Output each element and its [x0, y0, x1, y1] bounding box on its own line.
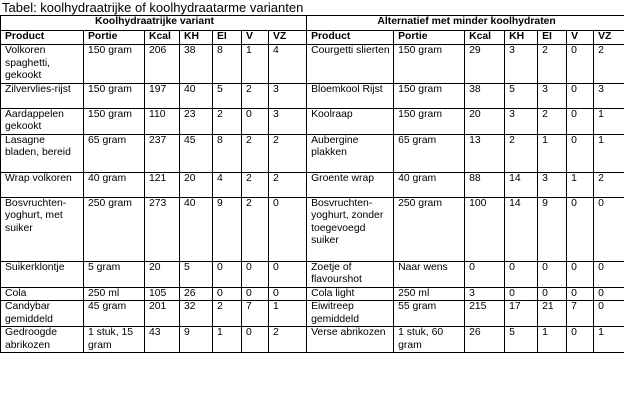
value-cell: 88: [465, 172, 505, 197]
value-cell: 1: [594, 134, 624, 172]
value-cell: 3: [538, 172, 567, 197]
value-cell: 105: [145, 287, 180, 301]
column-header: EI: [213, 31, 242, 45]
product-cell: Groente wrap: [307, 172, 394, 197]
group-header-row: [1, 16, 624, 31]
portion-cell: 150 gram: [394, 108, 465, 134]
column-header: Product: [307, 31, 394, 45]
value-cell: 0: [269, 261, 307, 287]
value-cell: 0: [242, 108, 269, 134]
value-cell: 17: [505, 301, 538, 327]
value-cell: 2: [269, 134, 307, 172]
column-header: KH: [505, 31, 538, 45]
value-cell: 0: [242, 261, 269, 287]
table-row: [1, 172, 624, 197]
group-header-right: Alternatief met minder koolhydraten: [307, 16, 624, 31]
value-cell: 3: [465, 287, 505, 301]
value-cell: 5: [505, 83, 538, 108]
value-cell: 0: [567, 327, 594, 353]
value-cell: 0: [567, 197, 594, 261]
value-cell: 1: [594, 327, 624, 353]
value-cell: 1: [242, 45, 269, 84]
table-row: [1, 197, 624, 261]
value-cell: 0: [242, 327, 269, 353]
table-row: [1, 108, 624, 134]
portion-cell: Naar wens: [394, 261, 465, 287]
portion-cell: 150 gram: [84, 83, 145, 108]
portion-cell: 150 gram: [394, 83, 465, 108]
value-cell: 0: [567, 108, 594, 134]
value-cell: 3: [505, 45, 538, 84]
column-header: Kcal: [145, 31, 180, 45]
value-cell: 1: [538, 134, 567, 172]
value-cell: 2: [242, 83, 269, 108]
value-cell: 7: [242, 301, 269, 327]
portion-cell: 40 gram: [84, 172, 145, 197]
portion-cell: 1 stuk, 60 gram: [394, 327, 465, 353]
value-cell: 0: [594, 287, 624, 301]
value-cell: 2: [594, 45, 624, 84]
value-cell: 40: [180, 197, 213, 261]
value-cell: 14: [505, 172, 538, 197]
value-cell: 206: [145, 45, 180, 84]
value-cell: 2: [242, 134, 269, 172]
value-cell: 0: [213, 287, 242, 301]
value-cell: 1: [213, 327, 242, 353]
portion-cell: 250 gram: [84, 197, 145, 261]
value-cell: 2: [269, 172, 307, 197]
value-cell: 38: [180, 45, 213, 84]
value-cell: 1: [594, 108, 624, 134]
group-header-left: Koolhydraatrijke variant: [1, 16, 307, 31]
value-cell: 0: [594, 261, 624, 287]
value-cell: 0: [567, 261, 594, 287]
column-header: Product: [1, 31, 84, 45]
column-header: V: [567, 31, 594, 45]
product-cell: Wrap volkoren: [1, 172, 84, 197]
value-cell: 2: [505, 134, 538, 172]
table-row: [1, 83, 624, 108]
column-header: VZ: [594, 31, 624, 45]
value-cell: 43: [145, 327, 180, 353]
value-cell: 3: [594, 83, 624, 108]
value-cell: 0: [567, 45, 594, 84]
table-row: [1, 261, 624, 287]
value-cell: 273: [145, 197, 180, 261]
value-cell: 8: [213, 134, 242, 172]
value-cell: 0: [538, 261, 567, 287]
product-cell: Candybar gemiddeld: [1, 301, 84, 327]
portion-cell: 150 gram: [84, 108, 145, 134]
value-cell: 2: [538, 45, 567, 84]
table-row: [1, 45, 624, 84]
column-header: EI: [538, 31, 567, 45]
value-cell: 3: [269, 108, 307, 134]
product-cell: Aardappelen gekookt: [1, 108, 84, 134]
portion-cell: 65 gram: [394, 134, 465, 172]
value-cell: 5: [505, 327, 538, 353]
value-cell: 0: [213, 261, 242, 287]
value-cell: 32: [180, 301, 213, 327]
value-cell: 2: [242, 197, 269, 261]
value-cell: 38: [465, 83, 505, 108]
value-cell: 5: [180, 261, 213, 287]
value-cell: 7: [567, 301, 594, 327]
column-header: Kcal: [465, 31, 505, 45]
value-cell: 20: [145, 261, 180, 287]
product-cell: Zoetje of flavourshot: [307, 261, 394, 287]
portion-cell: 150 gram: [84, 45, 145, 84]
value-cell: 0: [269, 287, 307, 301]
portion-cell: 40 gram: [394, 172, 465, 197]
value-cell: 4: [213, 172, 242, 197]
value-cell: 3: [269, 83, 307, 108]
value-cell: 0: [567, 83, 594, 108]
table-row: [1, 134, 624, 172]
column-header: VZ: [269, 31, 307, 45]
value-cell: 1: [538, 327, 567, 353]
value-cell: 0: [242, 287, 269, 301]
value-cell: 0: [505, 287, 538, 301]
column-header: KH: [180, 31, 213, 45]
product-cell: Verse abrikozen: [307, 327, 394, 353]
product-cell: Cola light: [307, 287, 394, 301]
value-cell: 2: [213, 301, 242, 327]
value-cell: 26: [180, 287, 213, 301]
value-cell: 9: [538, 197, 567, 261]
column-header: Portie: [394, 31, 465, 45]
value-cell: 13: [465, 134, 505, 172]
column-header-row: [1, 31, 624, 45]
value-cell: 23: [180, 108, 213, 134]
value-cell: 121: [145, 172, 180, 197]
portion-cell: 250 ml: [84, 287, 145, 301]
product-cell: Lasagne bladen, bereid: [1, 134, 84, 172]
table-caption: Tabel: koolhydraatrijke of koolhydraatarme varianten: [2, 0, 304, 15]
column-header: V: [242, 31, 269, 45]
product-cell: Courgetti slierten: [307, 45, 394, 84]
table-row: [1, 327, 624, 353]
value-cell: 5: [213, 83, 242, 108]
value-cell: 9: [213, 197, 242, 261]
value-cell: 2: [269, 327, 307, 353]
product-cell: Koolraap: [307, 108, 394, 134]
value-cell: 0: [594, 197, 624, 261]
table-row: [1, 301, 624, 327]
value-cell: 26: [465, 327, 505, 353]
value-cell: 100: [465, 197, 505, 261]
value-cell: 0: [505, 261, 538, 287]
portion-cell: 250 gram: [394, 197, 465, 261]
column-header: Portie: [84, 31, 145, 45]
value-cell: 45: [180, 134, 213, 172]
portion-cell: 150 gram: [394, 45, 465, 84]
value-cell: 215: [465, 301, 505, 327]
product-cell: Gedroogde abrikozen: [1, 327, 84, 353]
value-cell: 20: [180, 172, 213, 197]
value-cell: 20: [465, 108, 505, 134]
table-row: [1, 287, 624, 301]
value-cell: 8: [213, 45, 242, 84]
value-cell: 0: [465, 261, 505, 287]
value-cell: 2: [213, 108, 242, 134]
value-cell: 2: [594, 172, 624, 197]
value-cell: 0: [594, 301, 624, 327]
value-cell: 0: [567, 287, 594, 301]
portion-cell: 55 gram: [394, 301, 465, 327]
value-cell: 9: [180, 327, 213, 353]
value-cell: 3: [505, 108, 538, 134]
product-cell: Eiwitreep gemiddeld: [307, 301, 394, 327]
value-cell: 0: [269, 197, 307, 261]
product-cell: Suikerklontje: [1, 261, 84, 287]
value-cell: 4: [269, 45, 307, 84]
value-cell: 237: [145, 134, 180, 172]
product-cell: Bosvruchten-yoghurt, met suiker: [1, 197, 84, 261]
value-cell: 2: [538, 108, 567, 134]
product-cell: Cola: [1, 287, 84, 301]
value-cell: 0: [538, 287, 567, 301]
value-cell: 40: [180, 83, 213, 108]
value-cell: 110: [145, 108, 180, 134]
table-body: [1, 45, 624, 353]
value-cell: 1: [567, 172, 594, 197]
portion-cell: 65 gram: [84, 134, 145, 172]
product-cell: Zilvervlies-rijst: [1, 83, 84, 108]
value-cell: 21: [538, 301, 567, 327]
nutrition-table: [0, 15, 624, 353]
portion-cell: 45 gram: [84, 301, 145, 327]
product-cell: Volkoren spaghetti, gekookt: [1, 45, 84, 84]
portion-cell: 5 gram: [84, 261, 145, 287]
value-cell: 201: [145, 301, 180, 327]
value-cell: 2: [242, 172, 269, 197]
product-cell: Aubergine plakken: [307, 134, 394, 172]
portion-cell: 250 ml: [394, 287, 465, 301]
value-cell: 14: [505, 197, 538, 261]
portion-cell: 1 stuk, 15 gram: [84, 327, 145, 353]
value-cell: 197: [145, 83, 180, 108]
product-cell: Bosvruchten-yoghurt, zonder toegevoegd suiker: [307, 197, 394, 261]
value-cell: 3: [538, 83, 567, 108]
value-cell: 1: [269, 301, 307, 327]
value-cell: 0: [567, 134, 594, 172]
product-cell: Bloemkool Rijst: [307, 83, 394, 108]
value-cell: 29: [465, 45, 505, 84]
